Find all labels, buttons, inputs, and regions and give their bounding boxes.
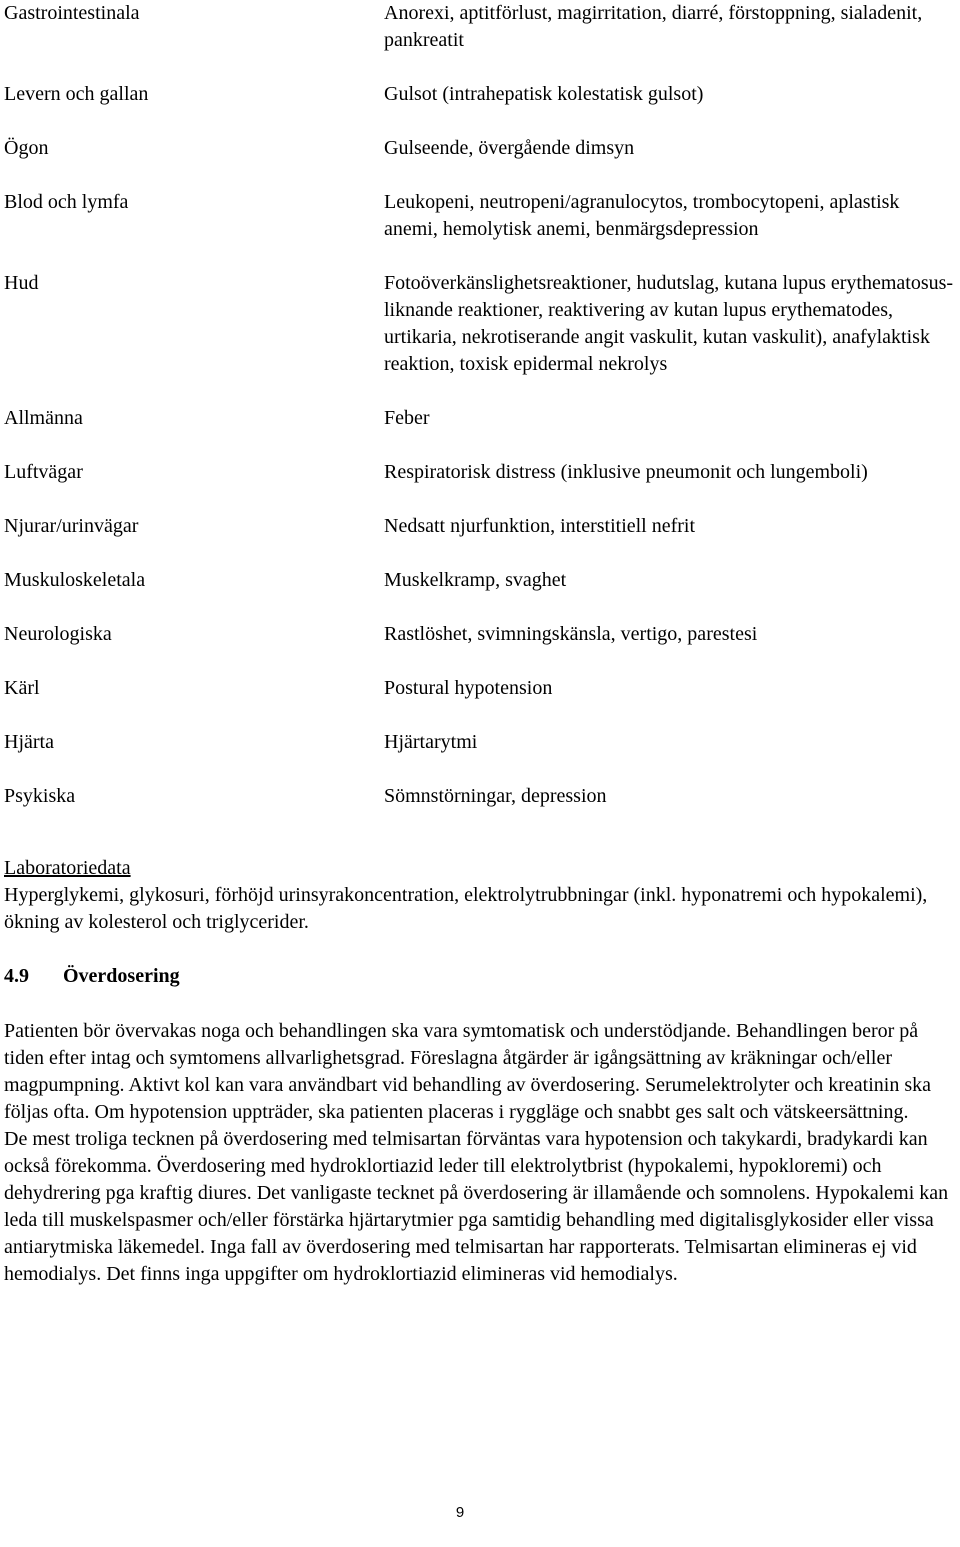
ae-row-neurological (4, 621, 956, 648)
effects-text: Nedsatt njurfunktion, interstitiell nefrit (384, 515, 696, 537)
ae-row-renal (4, 513, 956, 540)
organ-label: Gastrointestinala (4, 2, 140, 24)
effects-text: Leukopeni, neutropeni/agranulocytos, trombocytopeni, aplastisk anemi, hemolytisk anemi, benmärgsdepression (384, 191, 900, 240)
organ-label: Hjärta (4, 731, 54, 753)
organ-label: Hud (4, 272, 39, 294)
section-title: Överdosering (63, 965, 180, 987)
section-number: 4.9 (4, 965, 29, 987)
organ-label: Levern och gallan (4, 83, 149, 105)
ae-row-liver (4, 81, 956, 108)
ae-row-general (4, 405, 956, 432)
organ-label: Luftvägar (4, 461, 83, 483)
effects-text: Feber (384, 407, 430, 429)
paragraph: Patienten bör övervakas noga och behandlingen ska vara symtomatisk och understödjande. Behandlingen beror på tiden efter intag och symtomens allvarlighetsgrad. Föreslagna åtgärder är igångsättning av kräkningar och/eller magpumpning. Aktivt kol kan vara användbart vid behandling av överdosering. Serumelektrolyter och kreatinin ska följas ofta. Om hypotension uppträder, ska patienten placeras i ryggläge och snabbt ges salt och vätskeersättning. (4, 1020, 931, 1123)
organ-label: Blod och lymfa (4, 191, 129, 213)
ae-row-respiratory (4, 459, 956, 486)
laboratory-section (4, 855, 956, 936)
adverse-effects-table (4, 0, 956, 810)
effects-text: Fotoöverkänslighetsreaktioner, hudutslag, kutana lupus erythematosus-liknande reaktioner, reaktivering av kutan lupus erythematodes, urtikaria, nekrotiserande angit vaskulit, kutan vaskulit), anafylaktisk reaktion, toxisk epidermal nekrolys (384, 272, 954, 375)
laboratory-heading: Laboratoriedata (4, 857, 131, 879)
effects-text: Gulsot (intrahepatisk kolestatisk gulsot) (384, 83, 704, 105)
organ-label: Njurar/urinvägar (4, 515, 139, 537)
paragraph: De mest troliga tecknen på överdosering med telmisartan förväntas vara hypotension och takykardi, bradykardi kan också förekomma. Överdosering med hydroklortiazid leder till elektrolytbrist (hypokalemi, hypokloremi) och dehydrering pga kraftig diures. Det vanligaste tecknet på överdosering är illamående och somnolens. Hypokalemi kan leda till muskelspasmer och/eller förstärka hjärtarytmier pga samtidig behandling med digitalisglykosider eller vissa antiarytmiska läkemedel. Inga fall av överdosering med telmisartan har rapporterats. Telmisartan elimineras ej vid hemodialys. Det finns inga uppgifter om hydroklortiazid elimineras vid hemodialys. (4, 1128, 949, 1285)
ae-row-musculoskeletal (4, 567, 956, 594)
effects-text: Postural hypotension (384, 677, 553, 699)
organ-label: Allmänna (4, 407, 83, 429)
ae-row-blood (4, 189, 956, 243)
ae-row-skin (4, 270, 956, 378)
organ-label: Muskuloskeletala (4, 569, 146, 591)
effects-text: Sömnstörningar, depression (384, 785, 607, 807)
ae-row-psychiatric (4, 783, 956, 810)
organ-label: Kärl (4, 677, 40, 699)
ae-row-gastrointestinal (4, 0, 956, 54)
ae-row-cardiac (4, 729, 956, 756)
section-heading (4, 963, 180, 990)
organ-label: Neurologiska (4, 623, 112, 645)
effects-text: Hjärtarytmi (384, 731, 478, 753)
laboratory-text: Hyperglykemi, glykosuri, förhöjd urinsyrakoncentration, elektrolytrubbningar (inkl. hyponatremi och hypokalemi), ökning av kolesterol och triglycerider. (4, 884, 928, 933)
effects-text: Anorexi, aptitförlust, magirritation, diarré, förstoppning, sialadenit, pankreatit (384, 2, 923, 51)
effects-text: Muskelkramp, svaghet (384, 569, 567, 591)
effects-text: Rastlöshet, svimningskänsla, vertigo, parestesi (384, 623, 758, 645)
effects-text: Gulseende, övergående dimsyn (384, 137, 635, 159)
page-number: 9 (455, 1504, 465, 1521)
overdose-body (4, 1018, 960, 1288)
ae-row-eyes (4, 135, 956, 162)
effects-text: Respiratorisk distress (inklusive pneumonit och lungemboli) (384, 461, 868, 483)
organ-label: Ögon (4, 137, 49, 159)
organ-label: Psykiska (4, 785, 76, 807)
ae-row-vascular (4, 675, 956, 702)
